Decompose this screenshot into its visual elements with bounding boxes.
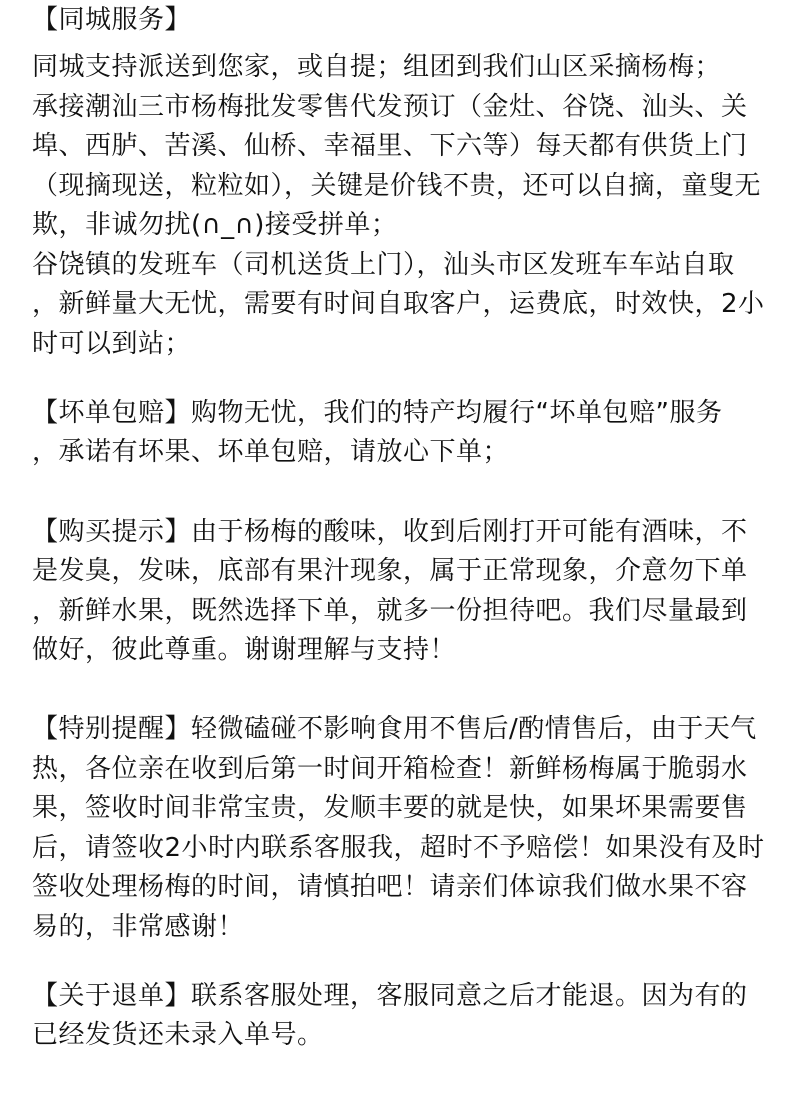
text-line: 后，请签收2小时内联系客服我，超时不予赔偿！如果没有及时 — [32, 833, 765, 863]
text-line: 【关于退单】联系客服处理，客服同意之后才能退。因为有的 — [32, 981, 748, 1011]
text-line: 【同城服务】 — [32, 5, 192, 35]
text-line: ，新鲜水果，既然选择下单，就多一份担待吧。我们尽量最到 — [32, 596, 748, 626]
text-line: 热，各位亲在收到后第一时间开箱检查！新鲜杨梅属于脆弱水 — [32, 754, 748, 784]
text-line: ，承诺有坏果、坏单包赔，请放心下单； — [32, 437, 510, 467]
text-line: 欺，非诚勿扰(∩_∩)接受拼单； — [32, 210, 398, 240]
text-line: 【坏单包赔】购物无忧，我们的特产均履行“坏单包赔”服务 — [32, 398, 723, 428]
text-line: 做好，彼此尊重。谢谢理解与支持！ — [32, 635, 457, 665]
text-line: 【购买提示】由于杨梅的酸味，收到后刚打开可能有酒味，不 — [32, 517, 748, 547]
text-line: 易的，非常感谢！ — [32, 912, 245, 942]
text-line: 果，签收时间非常宝贵，发顺丰要的就是快，如果坏果需要售 — [32, 793, 748, 823]
text-line: 【特别提醒】轻微磕碰不影响食用不售后/酌情售后，由于天气 — [32, 714, 757, 744]
text-line: 签收处理杨梅的时间，请慎拍吧！请亲们体谅我们做水果不容 — [32, 872, 748, 902]
text-line: 承接潮汕三市杨梅批发零售代发预订（金灶、谷饶、汕头、关 — [32, 92, 748, 122]
text-line: （现摘现送，粒粒如），关键是价钱不贵，还可以自摘，童叟无 — [32, 171, 762, 201]
text-line: ，新鲜量大无忧，需要有时间自取客户，运费底，时效快，2小 — [32, 289, 765, 319]
text-line: 谷饶镇的发班车（司机送货上门），汕头市区发班车车站自取 — [32, 250, 735, 280]
text-line: 埠、西胪、苦溪、仙桥、幸福里、下六等）每天都有供货上门 — [32, 131, 748, 161]
text-line: 同城支持派送到您家，或自提；组团到我们山区采摘杨梅； — [32, 52, 722, 82]
text-line: 时可以到站； — [32, 329, 192, 359]
text-line: 是发臭，发味，底部有果汁现象，属于正常现象，介意勿下单 — [32, 556, 748, 586]
text-line: 已经发货还未录入单号。 — [32, 1020, 324, 1050]
